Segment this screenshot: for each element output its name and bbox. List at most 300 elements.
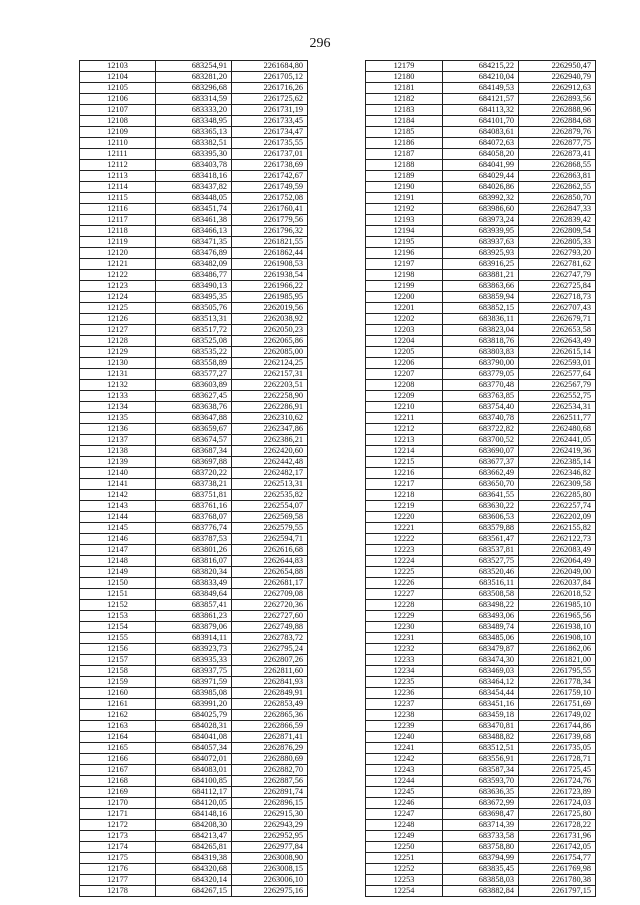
coordinate-y-cell: 2262286,91 bbox=[232, 402, 308, 413]
coordinate-x-cell: 683314,59 bbox=[156, 94, 232, 105]
coordinate-y-cell: 2261725,80 bbox=[519, 809, 596, 820]
table-row bbox=[366, 402, 596, 413]
point-number-cell: 12144 bbox=[80, 512, 156, 523]
coordinate-y-cell: 2262050,23 bbox=[232, 325, 308, 336]
coordinate-y-cell: 2262912,63 bbox=[519, 83, 596, 94]
coordinate-y-cell: 2261725,62 bbox=[232, 94, 308, 105]
table-row bbox=[80, 545, 308, 556]
point-number-cell: 12233 bbox=[366, 655, 443, 666]
point-number-cell: 12234 bbox=[366, 666, 443, 677]
table-row bbox=[366, 380, 596, 391]
coordinate-y-cell: 2262879,76 bbox=[519, 127, 596, 138]
point-number-cell: 12236 bbox=[366, 688, 443, 699]
point-number-cell: 12116 bbox=[80, 204, 156, 215]
coordinate-y-cell: 2262442,48 bbox=[232, 457, 308, 468]
coordinate-y-cell: 2261821,55 bbox=[232, 237, 308, 248]
coordinate-y-cell: 2262896,15 bbox=[232, 798, 308, 809]
table-row bbox=[80, 391, 308, 402]
table-row bbox=[80, 435, 308, 446]
coordinate-y-cell: 2262915,30 bbox=[232, 809, 308, 820]
coordinate-x-cell: 683852,15 bbox=[443, 303, 519, 314]
coordinate-x-cell: 684083,61 bbox=[443, 127, 519, 138]
coordinate-x-cell: 683881,21 bbox=[443, 270, 519, 281]
point-number-cell: 12199 bbox=[366, 281, 443, 292]
coordinate-y-cell: 2261966,22 bbox=[232, 281, 308, 292]
point-number-cell: 12178 bbox=[80, 886, 156, 897]
point-number-cell: 12225 bbox=[366, 567, 443, 578]
point-number-cell: 12112 bbox=[80, 160, 156, 171]
point-number-cell: 12209 bbox=[366, 391, 443, 402]
table-row bbox=[80, 325, 308, 336]
coordinate-y-cell: 2261752,08 bbox=[232, 193, 308, 204]
table-row bbox=[80, 182, 308, 193]
coordinate-y-cell: 2261938,10 bbox=[519, 622, 596, 633]
coordinate-y-cell: 2262482,17 bbox=[232, 468, 308, 479]
coordinate-x-cell: 683986,60 bbox=[443, 204, 519, 215]
point-number-cell: 12251 bbox=[366, 853, 443, 864]
coordinate-x-cell: 683818,76 bbox=[443, 336, 519, 347]
point-number-cell: 12183 bbox=[366, 105, 443, 116]
point-number-cell: 12108 bbox=[80, 116, 156, 127]
table-row bbox=[366, 369, 596, 380]
coordinate-x-cell: 683403,78 bbox=[156, 160, 232, 171]
coordinate-y-cell: 2262783,72 bbox=[232, 633, 308, 644]
coordinate-x-cell: 683816,07 bbox=[156, 556, 232, 567]
point-number-cell: 12125 bbox=[80, 303, 156, 314]
point-number-cell: 12196 bbox=[366, 248, 443, 259]
coordinate-x-cell: 683474,30 bbox=[443, 655, 519, 666]
coordinate-x-cell: 683348,95 bbox=[156, 116, 232, 127]
table-row bbox=[80, 699, 308, 710]
coordinate-y-cell: 2262709,08 bbox=[232, 589, 308, 600]
coordinate-x-cell: 683833,49 bbox=[156, 578, 232, 589]
point-number-cell: 12177 bbox=[80, 875, 156, 886]
table-row bbox=[366, 545, 596, 556]
table-row bbox=[80, 688, 308, 699]
coordinate-y-cell: 2261725,45 bbox=[519, 765, 596, 776]
table-row bbox=[366, 523, 596, 534]
coordinate-y-cell: 2262882,70 bbox=[232, 765, 308, 776]
point-number-cell: 12149 bbox=[80, 567, 156, 578]
table-row bbox=[80, 226, 308, 237]
coordinate-x-cell: 683650,70 bbox=[443, 479, 519, 490]
table-row bbox=[366, 446, 596, 457]
coordinate-x-cell: 683482,09 bbox=[156, 259, 232, 270]
coordinate-x-cell: 683677,37 bbox=[443, 457, 519, 468]
coordinate-y-cell: 2261938,54 bbox=[232, 270, 308, 281]
table-row bbox=[366, 534, 596, 545]
coordinate-x-cell: 684120,05 bbox=[156, 798, 232, 809]
table-row bbox=[366, 259, 596, 270]
coordinate-x-cell: 683823,04 bbox=[443, 325, 519, 336]
point-number-cell: 12130 bbox=[80, 358, 156, 369]
point-number-cell: 12175 bbox=[80, 853, 156, 864]
coordinate-y-cell: 2261733,45 bbox=[232, 116, 308, 127]
point-number-cell: 12122 bbox=[80, 270, 156, 281]
table-row bbox=[366, 820, 596, 831]
point-number-cell: 12173 bbox=[80, 831, 156, 842]
coordinate-y-cell: 2261780,38 bbox=[519, 875, 596, 886]
coordinate-x-cell: 683882,84 bbox=[443, 886, 519, 897]
table-row bbox=[80, 281, 308, 292]
point-number-cell: 12127 bbox=[80, 325, 156, 336]
coordinate-x-cell: 684101,70 bbox=[443, 116, 519, 127]
coordinate-x-cell: 683863,66 bbox=[443, 281, 519, 292]
point-number-cell: 12137 bbox=[80, 435, 156, 446]
point-number-cell: 12128 bbox=[80, 336, 156, 347]
coordinate-y-cell: 2261862,44 bbox=[232, 248, 308, 259]
point-number-cell: 12111 bbox=[80, 149, 156, 160]
coordinate-y-cell: 2261731,19 bbox=[232, 105, 308, 116]
coordinate-x-cell: 684210,04 bbox=[443, 72, 519, 83]
point-number-cell: 12200 bbox=[366, 292, 443, 303]
coordinate-x-cell: 683470,81 bbox=[443, 721, 519, 732]
point-number-cell: 12202 bbox=[366, 314, 443, 325]
point-number-cell: 12249 bbox=[366, 831, 443, 842]
table-row bbox=[80, 875, 308, 886]
point-number-cell: 12221 bbox=[366, 523, 443, 534]
coordinate-y-cell: 2261985,95 bbox=[232, 292, 308, 303]
coordinate-y-cell: 2261742,67 bbox=[232, 171, 308, 182]
point-number-cell: 12129 bbox=[80, 347, 156, 358]
point-number-cell: 12106 bbox=[80, 94, 156, 105]
coordinate-y-cell: 2261723,89 bbox=[519, 787, 596, 798]
table-row bbox=[366, 864, 596, 875]
table-row bbox=[80, 831, 308, 842]
table-row bbox=[366, 798, 596, 809]
table-row bbox=[80, 798, 308, 809]
point-number-cell: 12207 bbox=[366, 369, 443, 380]
point-number-cell: 12213 bbox=[366, 435, 443, 446]
coordinate-x-cell: 683603,89 bbox=[156, 380, 232, 391]
coordinate-x-cell: 683498,22 bbox=[443, 600, 519, 611]
coordinate-y-cell: 2262718,73 bbox=[519, 292, 596, 303]
point-number-cell: 12162 bbox=[80, 710, 156, 721]
point-number-cell: 12227 bbox=[366, 589, 443, 600]
coordinate-y-cell: 2262681,17 bbox=[232, 578, 308, 589]
coordinate-y-cell: 2262893,56 bbox=[519, 94, 596, 105]
coordinate-y-cell: 2262065,86 bbox=[232, 336, 308, 347]
table-row bbox=[80, 611, 308, 622]
coordinate-x-cell: 683861,23 bbox=[156, 611, 232, 622]
point-number-cell: 12169 bbox=[80, 787, 156, 798]
coordinate-y-cell: 2262018,52 bbox=[519, 589, 596, 600]
coordinate-y-cell: 2261742,05 bbox=[519, 842, 596, 853]
coordinate-y-cell: 2262083,49 bbox=[519, 545, 596, 556]
coordinate-x-cell: 683451,16 bbox=[443, 699, 519, 710]
point-number-cell: 12237 bbox=[366, 699, 443, 710]
coordinate-x-cell: 683558,89 bbox=[156, 358, 232, 369]
point-number-cell: 12167 bbox=[80, 765, 156, 776]
table-row bbox=[80, 314, 308, 325]
table-row bbox=[80, 127, 308, 138]
table-row bbox=[366, 501, 596, 512]
coordinate-y-cell: 2262850,70 bbox=[519, 193, 596, 204]
point-number-cell: 12206 bbox=[366, 358, 443, 369]
coordinate-x-cell: 684058,20 bbox=[443, 149, 519, 160]
coordinate-x-cell: 683395,30 bbox=[156, 149, 232, 160]
coordinate-x-cell: 683577,27 bbox=[156, 369, 232, 380]
coordinate-x-cell: 683779,05 bbox=[443, 369, 519, 380]
point-number-cell: 12208 bbox=[366, 380, 443, 391]
coordinate-y-cell: 2262594,71 bbox=[232, 534, 308, 545]
point-number-cell: 12146 bbox=[80, 534, 156, 545]
table-row bbox=[366, 215, 596, 226]
coordinate-x-cell: 683859,94 bbox=[443, 292, 519, 303]
coordinate-x-cell: 683365,13 bbox=[156, 127, 232, 138]
point-number-cell: 12229 bbox=[366, 611, 443, 622]
table-row bbox=[80, 490, 308, 501]
table-row bbox=[80, 457, 308, 468]
coordinate-x-cell: 683761,16 bbox=[156, 501, 232, 512]
coordinate-y-cell: 2262747,79 bbox=[519, 270, 596, 281]
table-row bbox=[80, 468, 308, 479]
table-row bbox=[366, 655, 596, 666]
table-row bbox=[80, 864, 308, 875]
point-number-cell: 12212 bbox=[366, 424, 443, 435]
coordinate-x-cell: 684149,53 bbox=[443, 83, 519, 94]
table-row bbox=[80, 600, 308, 611]
coordinate-y-cell: 2262871,41 bbox=[232, 732, 308, 743]
point-number-cell: 12232 bbox=[366, 644, 443, 655]
coordinate-x-cell: 683647,88 bbox=[156, 413, 232, 424]
coordinate-x-cell: 684072,01 bbox=[156, 754, 232, 765]
coordinate-x-cell: 683627,45 bbox=[156, 391, 232, 402]
coordinate-x-cell: 684041,99 bbox=[443, 160, 519, 171]
table-row bbox=[366, 611, 596, 622]
table-row bbox=[80, 534, 308, 545]
point-number-cell: 12203 bbox=[366, 325, 443, 336]
coordinate-y-cell: 2261751,69 bbox=[519, 699, 596, 710]
table-row bbox=[80, 402, 308, 413]
coordinate-y-cell: 2262569,58 bbox=[232, 512, 308, 523]
table-row bbox=[366, 831, 596, 842]
coordinate-y-cell: 2262535,82 bbox=[232, 490, 308, 501]
table-row bbox=[366, 105, 596, 116]
coordinate-y-cell: 2261749,02 bbox=[519, 710, 596, 721]
table-row bbox=[80, 622, 308, 633]
coordinate-y-cell: 2261744,86 bbox=[519, 721, 596, 732]
table-row bbox=[80, 72, 308, 83]
table-row bbox=[366, 622, 596, 633]
point-number-cell: 12140 bbox=[80, 468, 156, 479]
coordinate-y-cell: 2262441,05 bbox=[519, 435, 596, 446]
coordinate-y-cell: 2262793,20 bbox=[519, 248, 596, 259]
point-number-cell: 12220 bbox=[366, 512, 443, 523]
coordinate-x-cell: 684072,63 bbox=[443, 138, 519, 149]
coordinate-x-cell: 684319,38 bbox=[156, 853, 232, 864]
coordinate-y-cell: 2262019,56 bbox=[232, 303, 308, 314]
coordinate-y-cell: 2263008,15 bbox=[232, 864, 308, 875]
coordinate-y-cell: 2262309,58 bbox=[519, 479, 596, 490]
point-number-cell: 12184 bbox=[366, 116, 443, 127]
coordinate-y-cell: 2261731,96 bbox=[519, 831, 596, 842]
coordinate-y-cell: 2262795,24 bbox=[232, 644, 308, 655]
coordinate-y-cell: 2262420,60 bbox=[232, 446, 308, 457]
table-row bbox=[80, 655, 308, 666]
coordinate-y-cell: 2262511,77 bbox=[519, 413, 596, 424]
coordinate-x-cell: 683939,95 bbox=[443, 226, 519, 237]
table-row bbox=[80, 424, 308, 435]
point-number-cell: 12113 bbox=[80, 171, 156, 182]
point-number-cell: 12201 bbox=[366, 303, 443, 314]
point-number-cell: 12253 bbox=[366, 875, 443, 886]
page-number: 296 bbox=[309, 36, 331, 51]
coordinate-y-cell: 2262863,81 bbox=[519, 171, 596, 182]
coordinate-x-cell: 683593,70 bbox=[443, 776, 519, 787]
coordinate-y-cell: 2262654,88 bbox=[232, 567, 308, 578]
table-row bbox=[366, 479, 596, 490]
coordinate-x-cell: 683486,77 bbox=[156, 270, 232, 281]
coordinate-x-cell: 683520,46 bbox=[443, 567, 519, 578]
coordinate-y-cell: 2261797,15 bbox=[519, 886, 596, 897]
coordinate-y-cell: 2261760,41 bbox=[232, 204, 308, 215]
coordinate-x-cell: 683787,53 bbox=[156, 534, 232, 545]
point-number-cell: 12152 bbox=[80, 600, 156, 611]
coordinate-x-cell: 683469,03 bbox=[443, 666, 519, 677]
table-row bbox=[366, 391, 596, 402]
table-row bbox=[80, 61, 308, 72]
point-number-cell: 12166 bbox=[80, 754, 156, 765]
point-number-cell: 12186 bbox=[366, 138, 443, 149]
point-number-cell: 12148 bbox=[80, 556, 156, 567]
table-row bbox=[366, 468, 596, 479]
point-number-cell: 12246 bbox=[366, 798, 443, 809]
coordinate-x-cell: 683418,16 bbox=[156, 171, 232, 182]
point-number-cell: 12190 bbox=[366, 182, 443, 193]
coordinate-y-cell: 2262554,07 bbox=[232, 501, 308, 512]
coordinate-x-cell: 684320,68 bbox=[156, 864, 232, 875]
coordinate-y-cell: 2261908,10 bbox=[519, 633, 596, 644]
coordinate-x-cell: 684112,17 bbox=[156, 787, 232, 798]
coordinate-x-cell: 683579,88 bbox=[443, 523, 519, 534]
coordinate-x-cell: 683738,21 bbox=[156, 479, 232, 490]
table-row bbox=[366, 138, 596, 149]
point-number-cell: 12179 bbox=[366, 61, 443, 72]
table-row bbox=[366, 182, 596, 193]
coordinate-y-cell: 2261724,76 bbox=[519, 776, 596, 787]
point-number-cell: 12239 bbox=[366, 721, 443, 732]
table-row bbox=[80, 204, 308, 215]
table-row bbox=[80, 215, 308, 226]
table-row bbox=[366, 809, 596, 820]
table-row bbox=[80, 237, 308, 248]
point-number-cell: 12194 bbox=[366, 226, 443, 237]
table-row bbox=[366, 457, 596, 468]
coordinate-x-cell: 683768,07 bbox=[156, 512, 232, 523]
coordinate-x-cell: 684213,47 bbox=[156, 831, 232, 842]
coordinate-x-cell: 684265,81 bbox=[156, 842, 232, 853]
table-row bbox=[366, 435, 596, 446]
table-row bbox=[366, 314, 596, 325]
point-number-cell: 12156 bbox=[80, 644, 156, 655]
table-row bbox=[366, 754, 596, 765]
point-number-cell: 12204 bbox=[366, 336, 443, 347]
coordinate-y-cell: 2262386,21 bbox=[232, 435, 308, 446]
coordinate-y-cell: 2262888,96 bbox=[519, 105, 596, 116]
point-number-cell: 12198 bbox=[366, 270, 443, 281]
coordinate-y-cell: 2261728,71 bbox=[519, 754, 596, 765]
table-row bbox=[366, 281, 596, 292]
coordinate-y-cell: 2262258,90 bbox=[232, 391, 308, 402]
point-number-cell: 12224 bbox=[366, 556, 443, 567]
coordinate-y-cell: 2262064,49 bbox=[519, 556, 596, 567]
point-number-cell: 12181 bbox=[366, 83, 443, 94]
table-row bbox=[366, 886, 596, 897]
point-number-cell: 12211 bbox=[366, 413, 443, 424]
coordinate-y-cell: 2262202,09 bbox=[519, 512, 596, 523]
coordinate-y-cell: 2262419,36 bbox=[519, 446, 596, 457]
point-number-cell: 12110 bbox=[80, 138, 156, 149]
coordinate-x-cell: 683733,58 bbox=[443, 831, 519, 842]
coordinate-y-cell: 2262157,31 bbox=[232, 369, 308, 380]
table-row bbox=[80, 523, 308, 534]
table-row bbox=[80, 83, 308, 94]
point-number-cell: 12180 bbox=[366, 72, 443, 83]
coordinate-y-cell: 2261796,32 bbox=[232, 226, 308, 237]
point-number-cell: 12141 bbox=[80, 479, 156, 490]
point-number-cell: 12136 bbox=[80, 424, 156, 435]
coordinate-y-cell: 2262950,47 bbox=[519, 61, 596, 72]
table-row bbox=[366, 83, 596, 94]
coordinate-x-cell: 683459,18 bbox=[443, 710, 519, 721]
point-number-cell: 12240 bbox=[366, 732, 443, 743]
coordinate-y-cell: 2262155,82 bbox=[519, 523, 596, 534]
coordinate-y-cell: 2261769,98 bbox=[519, 864, 596, 875]
point-number-cell: 12145 bbox=[80, 523, 156, 534]
point-number-cell: 12222 bbox=[366, 534, 443, 545]
table-row bbox=[366, 424, 596, 435]
coordinate-y-cell: 2262310,62 bbox=[232, 413, 308, 424]
coordinate-y-cell: 2261862,06 bbox=[519, 644, 596, 655]
coordinate-y-cell: 2262839,42 bbox=[519, 215, 596, 226]
coordinate-x-cell: 683512,51 bbox=[443, 743, 519, 754]
point-number-cell: 12192 bbox=[366, 204, 443, 215]
table-row bbox=[80, 105, 308, 116]
table-row bbox=[80, 149, 308, 160]
coordinate-x-cell: 684208,30 bbox=[156, 820, 232, 831]
table-row bbox=[366, 853, 596, 864]
table-row bbox=[366, 688, 596, 699]
table-row bbox=[366, 336, 596, 347]
table-row bbox=[80, 160, 308, 171]
coordinate-x-cell: 683916,25 bbox=[443, 259, 519, 270]
table-row bbox=[80, 644, 308, 655]
coordinate-x-cell: 683254,91 bbox=[156, 61, 232, 72]
coordinate-y-cell: 2262880,69 bbox=[232, 754, 308, 765]
table-row bbox=[366, 710, 596, 721]
point-number-cell: 12165 bbox=[80, 743, 156, 754]
table-row bbox=[80, 479, 308, 490]
coordinate-y-cell: 2262977,84 bbox=[232, 842, 308, 853]
table-row bbox=[366, 875, 596, 886]
coordinate-y-cell: 2262347,86 bbox=[232, 424, 308, 435]
coordinate-y-cell: 2263008,90 bbox=[232, 853, 308, 864]
point-number-cell: 12243 bbox=[366, 765, 443, 776]
table-row bbox=[80, 809, 308, 820]
table-row bbox=[366, 358, 596, 369]
coordinate-x-cell: 684026,86 bbox=[443, 182, 519, 193]
table-row bbox=[80, 292, 308, 303]
coordinate-x-cell: 684057,34 bbox=[156, 743, 232, 754]
point-number-cell: 12114 bbox=[80, 182, 156, 193]
coordinate-x-cell: 683770,48 bbox=[443, 380, 519, 391]
coordinate-x-cell: 683333,20 bbox=[156, 105, 232, 116]
coordinate-y-cell: 2262285,80 bbox=[519, 490, 596, 501]
coordinate-x-cell: 683479,87 bbox=[443, 644, 519, 655]
point-number-cell: 12138 bbox=[80, 446, 156, 457]
table-row bbox=[366, 644, 596, 655]
